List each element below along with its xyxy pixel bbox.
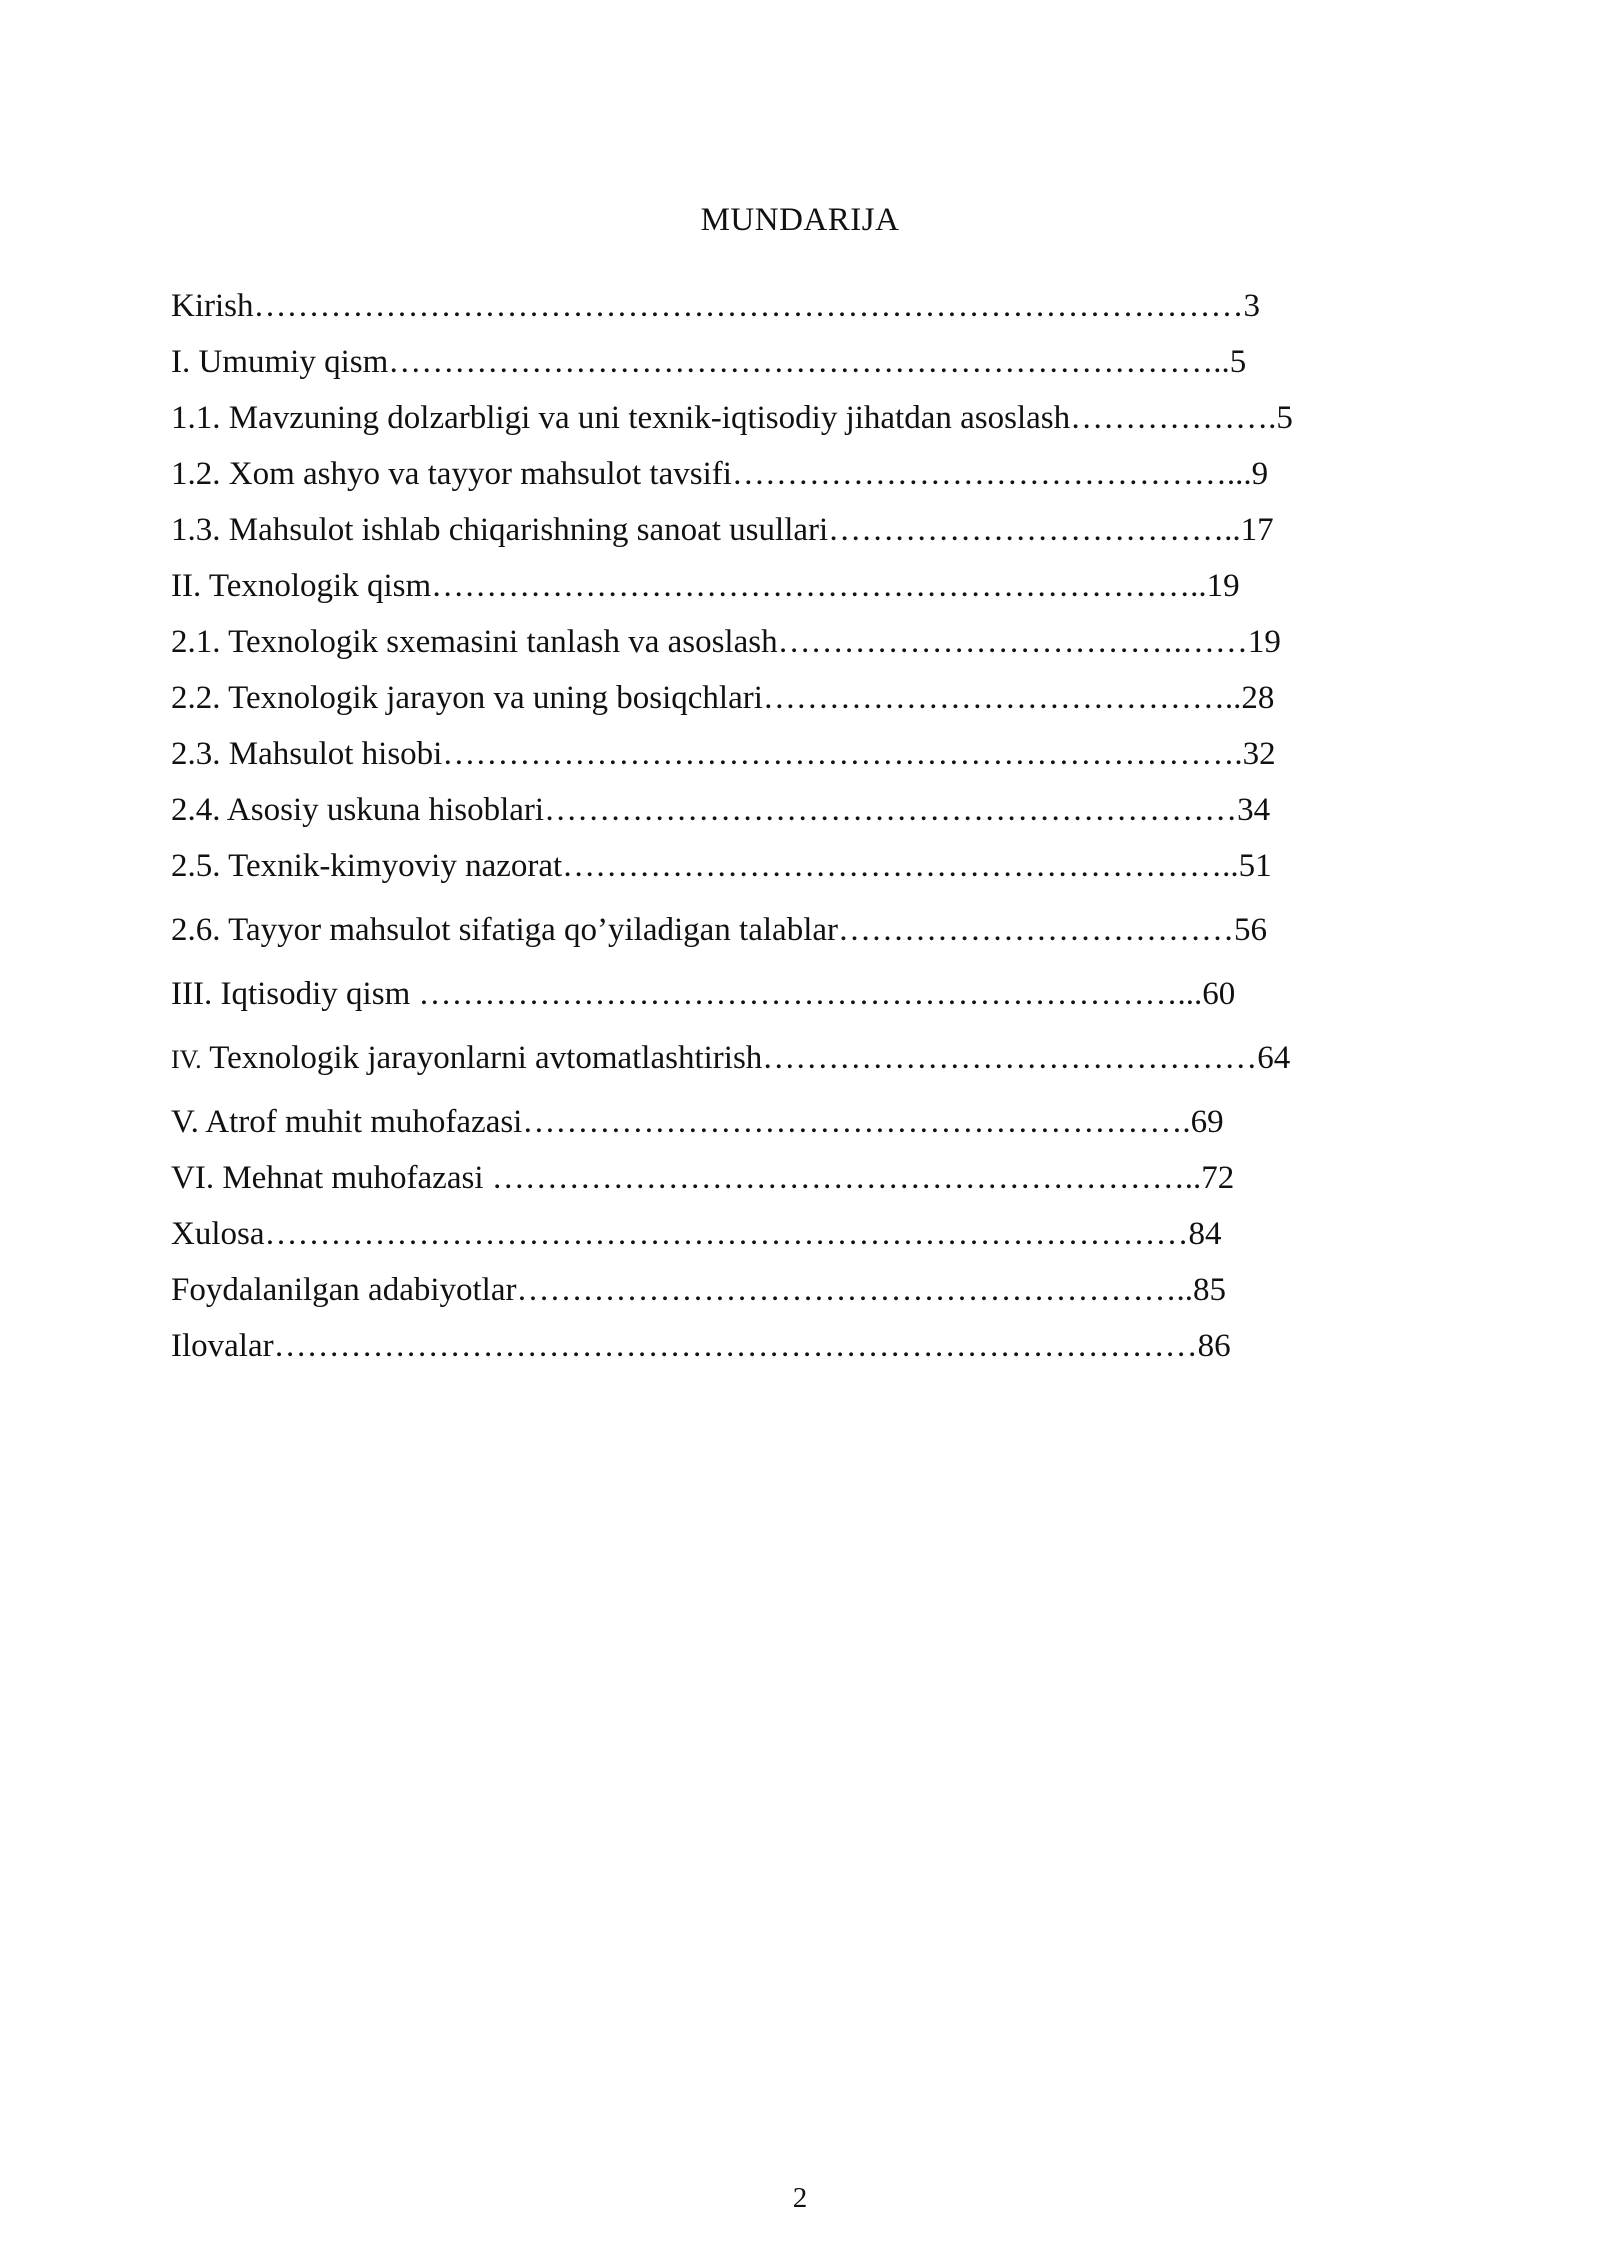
toc-entry-umumiy-qism: I. Umumiy qism…………………………………………………………………..5 (171, 344, 1247, 380)
page-number: 2 (792, 2182, 808, 2214)
page-title: MUNDARIJA (700, 202, 900, 238)
toc-entry-kirish: Kirish………………………………………………………………………………3 (171, 288, 1260, 324)
toc-entry-atrof-muhit: V. Atrof muhit muhofazasi…………………………………………………….69 (171, 1104, 1224, 1140)
toc-entry-label: Texnologik jarayonlarni avtomatlashtirish………………………………………64 (201, 1040, 1291, 1076)
toc-entry-avtomatlashtirish (171, 1034, 1290, 1082)
toc-entry-ilovalar: Ilovalar…………………………………………………………………………86 (171, 1328, 1231, 1364)
toc-entry-2-5: 2.5. Texnik-kimyoviy nazorat……………………………………………………..51 (171, 848, 1272, 884)
toc-entry-1-1: 1.1. Mavzuning dolzarbligi va uni texnik-iqtisodiy jihatdan asoslash……………….5 (171, 400, 1293, 436)
toc-entry-roman-prefix: IV. (171, 1045, 202, 1074)
toc-entry-adabiyotlar: Foydalanilgan adabiyotlar……………………………………………………..85 (171, 1272, 1226, 1308)
toc-entry-1-3: 1.3. Mahsulot ishlab chiqarishning sanoat usullari………………………………..17 (171, 512, 1274, 548)
toc-entry-2-3: 2.3. Mahsulot hisobi……………………………………………………………….32 (171, 736, 1276, 772)
toc-entry-2-6: 2.6. Tayyor mahsulot sifatiga qo’yiladigan talablar………………………………56 (171, 912, 1267, 948)
toc-entry-2-4: 2.4. Asosiy uskuna hisoblari………………………………………………………34 (171, 792, 1271, 828)
toc-entry-2-2: 2.2. Texnologik jarayon va uning bosiqchlari……………………………………..28 (171, 680, 1275, 716)
toc-entry-mehnat: VI. Mehnat muhofazasi ………………………………………………………..72 (171, 1160, 1235, 1196)
toc-entry-texnologik-qism: II. Texnologik qism……………………………………………………………..19 (171, 568, 1240, 604)
toc-entry-2-1: 2.1. Texnologik sxemasini tanlash va asoslash……………………………….……19 (171, 624, 1281, 660)
toc-entry-iqtisodiy-qism: III. Iqtisodiy qism ……………………………………………………………...60 (171, 976, 1236, 1012)
toc-entry-1-2: 1.2. Xom ashyo va tayyor mahsulot tavsifi………………………………………...9 (171, 456, 1269, 492)
toc-entry-xulosa: Xulosa…………………………………………………………………………84 (171, 1216, 1222, 1252)
